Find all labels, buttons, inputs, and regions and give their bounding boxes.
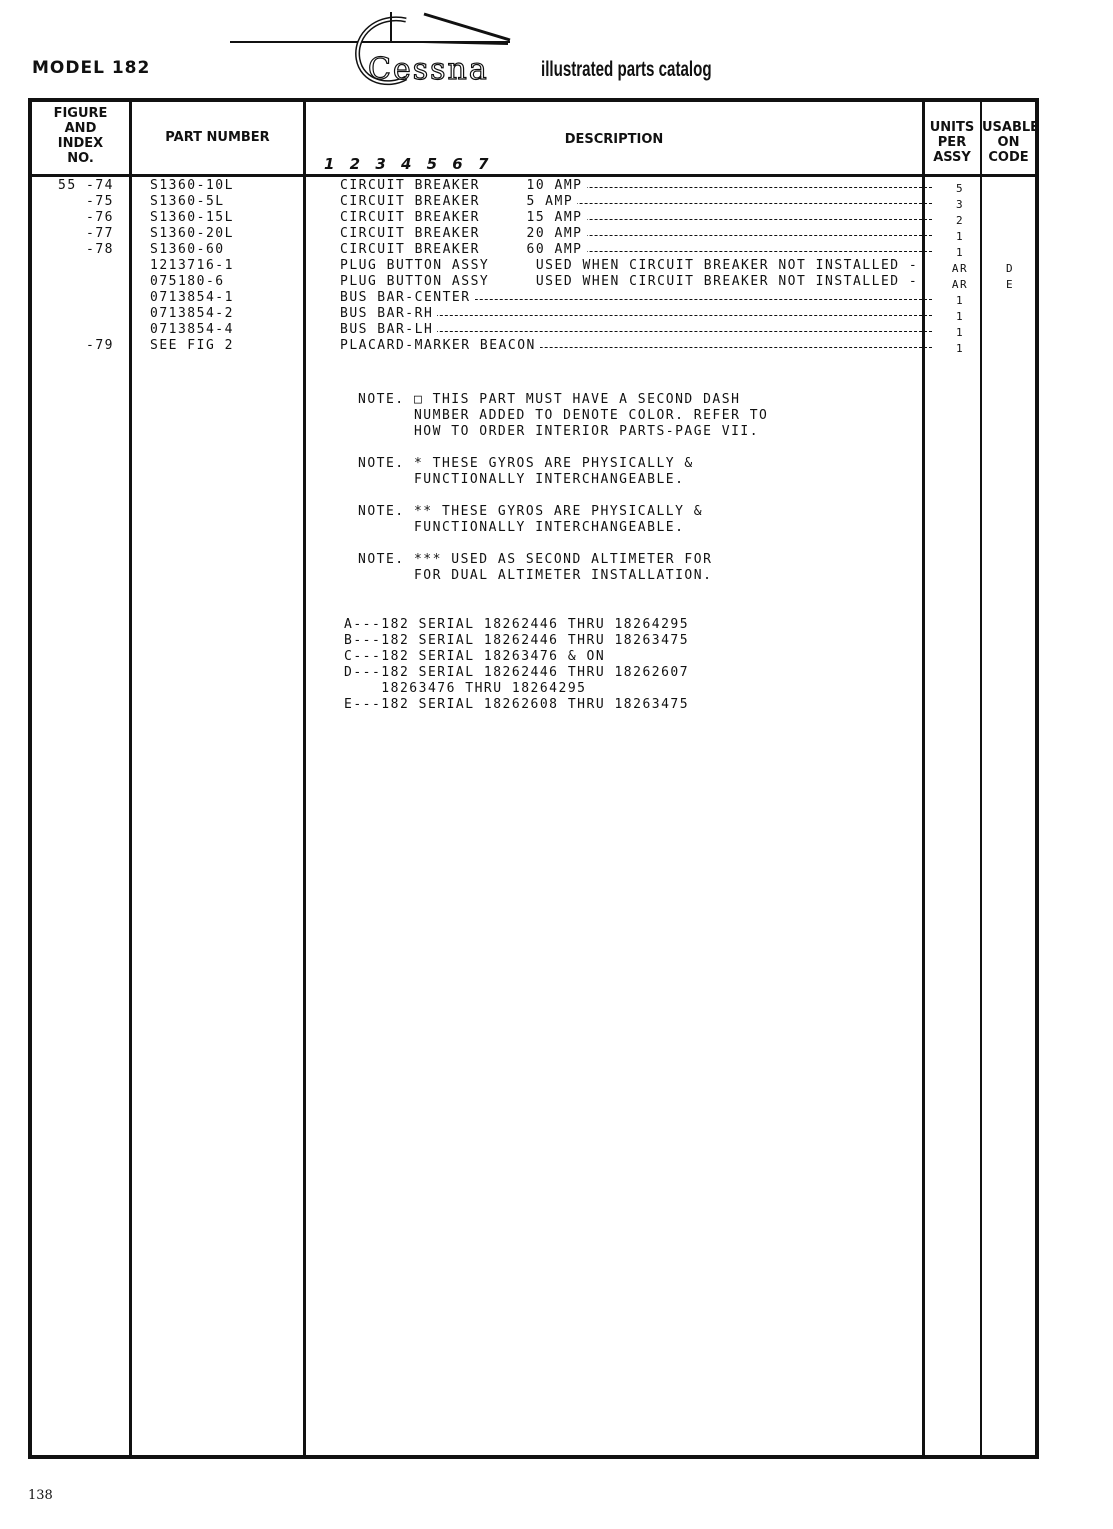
description: CIRCUIT BREAKER 20 AMP (340, 226, 587, 241)
units-per-assy: 1 (955, 310, 965, 323)
page-number: 138 (28, 1488, 53, 1503)
part-number: 1213716-1 (150, 258, 234, 273)
usable-code: E (1005, 278, 1015, 291)
index-number: -78 (86, 242, 114, 257)
indent-level-scale: 1 2 3 4 5 6 7 (324, 155, 494, 173)
units-per-assy: AR (951, 278, 969, 291)
note-line: FUNCTIONALLY INTERCHANGEABLE. (358, 472, 685, 487)
description: CIRCUIT BREAKER 10 AMP (340, 178, 587, 193)
table-row (32, 306, 1035, 322)
part-number: 075180-6 (150, 274, 225, 289)
usable-code-legend: D---182 SERIAL 18262446 THRU 18262607 (344, 665, 690, 680)
index-number: -75 (86, 194, 114, 209)
table-row (32, 194, 1035, 210)
index-number: -79 (86, 338, 114, 353)
description: PLACARD-MARKER BEACON (340, 338, 540, 353)
catalog-title: illustrated parts catalog (541, 58, 712, 81)
table-row (32, 242, 1035, 258)
part-number: 0713854-2 (150, 306, 234, 321)
part-number-header: PART NUMBER (165, 130, 270, 145)
header-rule (32, 174, 1035, 177)
part-number: S1360-15L (150, 210, 234, 225)
description: CIRCUIT BREAKER 15 AMP (340, 210, 587, 225)
note-line: HOW TO ORDER INTERIOR PARTS-PAGE VII. (358, 424, 760, 439)
units-per-assy: 1 (955, 230, 965, 243)
model-label: MODEL 182 (32, 58, 151, 78)
usable-on-code-header: USABLE ON CODE (982, 120, 1040, 165)
note-line: NOTE. * THESE GYROS ARE PHYSICALLY & (358, 456, 694, 471)
units-per-assy: 1 (955, 326, 965, 339)
table-row (32, 274, 1035, 290)
part-number: S1360-60 (150, 242, 225, 257)
table-row (32, 290, 1035, 306)
note-line: FOR DUAL ALTIMETER INSTALLATION. (358, 568, 713, 583)
note-line: NOTE. *** USED AS SECOND ALTIMETER FOR (358, 552, 713, 567)
index-number: -77 (86, 226, 114, 241)
usable-code-legend: 18263476 THRU 18264295 (344, 681, 587, 696)
description: PLUG BUTTON ASSY USED WHEN CIRCUIT BREAKER NOT INSTALLED - (340, 274, 922, 289)
table-row (32, 226, 1035, 242)
table-row (32, 210, 1035, 226)
brand-name: Cessna (368, 52, 489, 87)
description: BUS BAR-RH (340, 306, 437, 321)
index-number: -76 (86, 210, 114, 225)
description: PLUG BUTTON ASSY USED WHEN CIRCUIT BREAKER NOT INSTALLED - (340, 258, 922, 273)
note-line: NUMBER ADDED TO DENOTE COLOR. REFER TO (358, 408, 769, 423)
description: CIRCUIT BREAKER 5 AMP (340, 194, 577, 209)
usable-code: D (1005, 262, 1015, 275)
part-number: S1360-20L (150, 226, 234, 241)
figure-index-header: FIGURE AND INDEX NO. (53, 106, 108, 166)
part-number: SEE FIG 2 (150, 338, 234, 353)
table-row (32, 322, 1035, 338)
usable-code-legend: A---182 SERIAL 18262446 THRU 18264295 (344, 617, 690, 632)
note-line: NOTE. □ THIS PART MUST HAVE A SECOND DASH (358, 392, 741, 407)
description-header: DESCRIPTION (564, 132, 664, 147)
usable-code-legend: B---182 SERIAL 18262446 THRU 18263475 (344, 633, 690, 648)
parts-table (28, 98, 1039, 1459)
table-row (32, 258, 1035, 274)
units-per-assy-header: UNITS PER ASSY (929, 120, 975, 165)
usable-code-legend: C---182 SERIAL 18263476 & ON (344, 649, 606, 664)
units-per-assy: AR (951, 262, 969, 275)
part-number: 0713854-4 (150, 322, 234, 337)
description: CIRCUIT BREAKER 60 AMP (340, 242, 587, 257)
units-per-assy: 1 (955, 246, 965, 259)
units-per-assy: 2 (955, 214, 965, 227)
index-number: 55 -74 (58, 178, 114, 193)
units-per-assy: 1 (955, 294, 965, 307)
units-per-assy: 5 (955, 182, 965, 195)
note-line: NOTE. ** THESE GYROS ARE PHYSICALLY & (358, 504, 704, 519)
description: BUS BAR-CENTER (340, 290, 475, 305)
part-number: S1360-10L (150, 178, 234, 193)
table-row (32, 338, 1035, 354)
description: BUS BAR-LH (340, 322, 437, 337)
usable-code-legend: E---182 SERIAL 18262608 THRU 18263475 (344, 697, 690, 712)
units-per-assy: 1 (955, 342, 965, 355)
part-number: S1360-5L (150, 194, 225, 209)
table-row (32, 178, 1035, 194)
units-per-assy: 3 (955, 198, 965, 211)
part-number: 0713854-1 (150, 290, 234, 305)
note-line: FUNCTIONALLY INTERCHANGEABLE. (358, 520, 685, 535)
